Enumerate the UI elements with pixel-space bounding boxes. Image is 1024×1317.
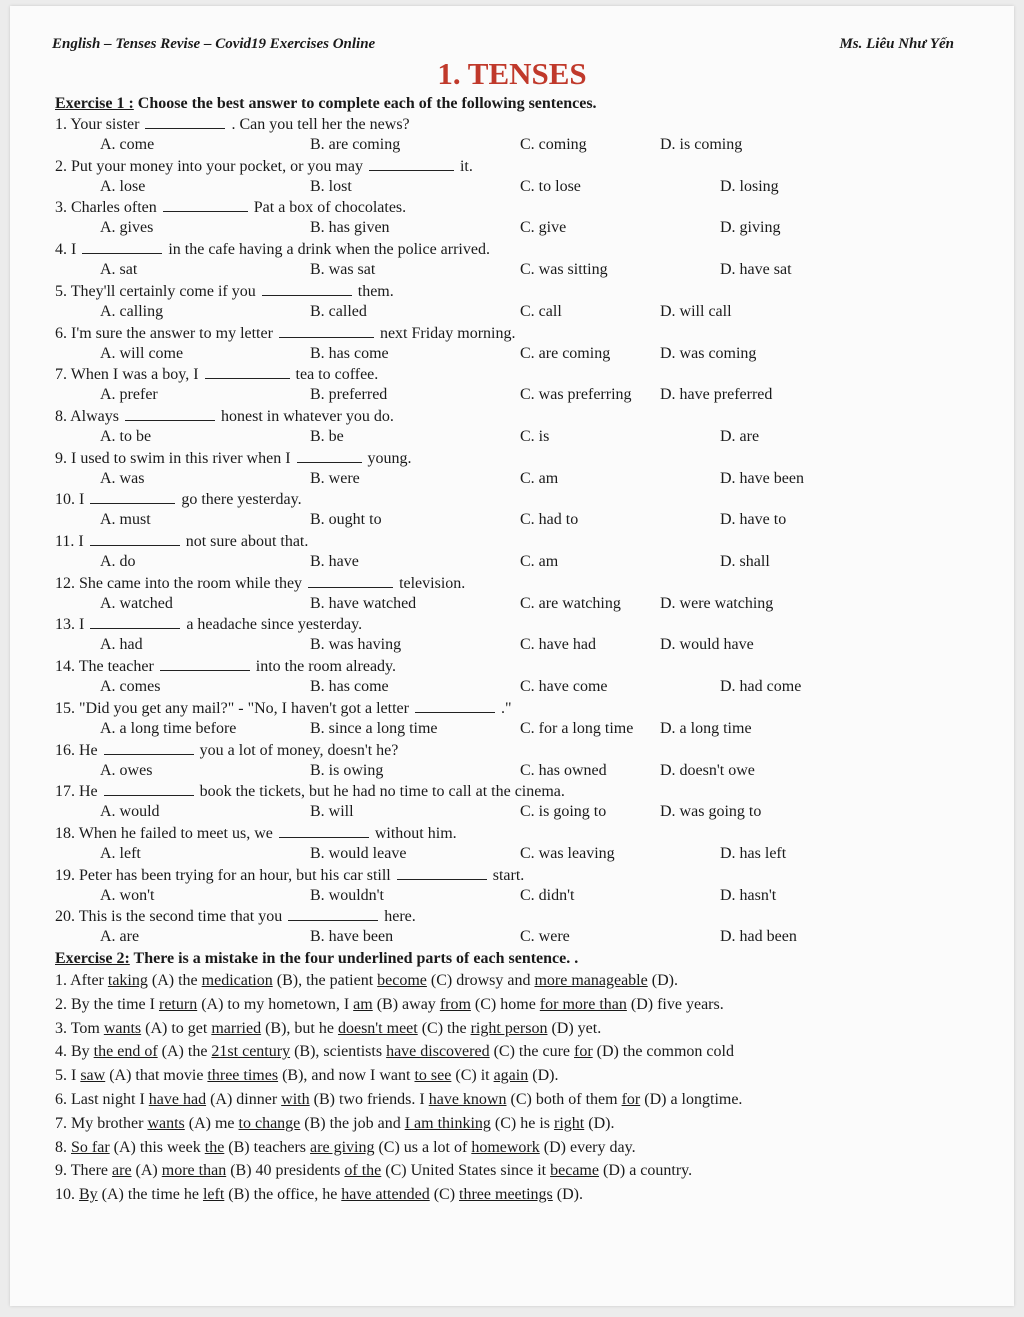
answer-blank[interactable] xyxy=(288,908,378,921)
answer-option-c[interactable]: C. call xyxy=(520,303,562,320)
sentence-text: (C) he is xyxy=(490,1115,555,1132)
underlined-part[interactable]: are giving xyxy=(310,1139,375,1156)
question-line xyxy=(55,241,490,259)
sentence-text: (C) the cure xyxy=(489,1043,574,1060)
answer-option-a[interactable]: A. won't xyxy=(100,887,155,904)
sentence-text: (B) 40 presidents xyxy=(226,1162,345,1179)
mistake-sentence xyxy=(55,1186,583,1204)
underlined-part[interactable]: homework xyxy=(471,1139,540,1156)
question-line xyxy=(55,616,362,634)
answer-blank[interactable] xyxy=(297,450,362,463)
question-text: 10. I xyxy=(55,491,85,508)
answer-option-c[interactable]: C. are coming xyxy=(520,345,611,362)
question-line xyxy=(55,825,457,843)
sentence-text: (A) the xyxy=(147,972,202,989)
answer-option-a[interactable]: A. to be xyxy=(100,428,152,445)
answer-option-b[interactable]: B. would leave xyxy=(310,845,407,862)
answer-option-c[interactable]: C. is going to xyxy=(520,803,607,820)
answer-option-b[interactable]: B. since a long time xyxy=(310,720,438,737)
sentence-text: 3. Tom xyxy=(55,1020,104,1037)
sentence-text: (A) to my hometown, I xyxy=(197,996,354,1013)
mistake-sentence xyxy=(55,1043,734,1061)
answer-option-d[interactable]: D. has left xyxy=(720,845,787,862)
sentence-text: (A) dinner xyxy=(206,1091,282,1108)
question-text: 2. Put your money into your pocket, or you may xyxy=(55,158,363,175)
underlined-part[interactable]: taking xyxy=(107,972,148,989)
sentence-text: (B) teachers xyxy=(224,1139,311,1156)
answer-option-a[interactable]: A. prefer xyxy=(100,386,158,403)
sentence-text: 1. After xyxy=(55,972,108,989)
answer-option-b[interactable]: B. was sat xyxy=(310,261,376,278)
sentence-text: (A) this week xyxy=(109,1139,205,1156)
sentence-text: (C) United States since it xyxy=(381,1162,551,1179)
answer-option-a[interactable]: A. was xyxy=(100,470,145,487)
question-text-end: into the room already. xyxy=(255,658,397,675)
answer-option-b[interactable]: B. are coming xyxy=(310,136,401,153)
answer-option-a[interactable]: A. watched xyxy=(100,595,173,612)
answer-option-a[interactable]: A. owes xyxy=(100,762,153,779)
answer-option-a[interactable]: A. must xyxy=(100,511,151,528)
answer-option-a[interactable]: A. comes xyxy=(100,678,161,695)
question-text-end: next Friday morning. xyxy=(379,325,516,342)
answer-blank[interactable] xyxy=(90,616,180,629)
underlined-part[interactable]: become xyxy=(377,972,427,989)
underlined-part[interactable]: By xyxy=(79,1186,98,1203)
underlined-part[interactable]: right person xyxy=(470,1020,548,1037)
sentence-text: (D) a country. xyxy=(598,1162,693,1179)
answer-option-b[interactable]: B. be xyxy=(310,428,344,445)
sentence-text: 10. xyxy=(55,1186,79,1203)
answer-option-b[interactable]: B. were xyxy=(310,470,360,487)
question-line xyxy=(55,908,416,926)
mistake-sentence xyxy=(55,1020,601,1038)
answer-option-a[interactable]: A. left xyxy=(100,845,141,862)
question-line xyxy=(55,408,394,426)
answer-option-b[interactable]: B. has come xyxy=(310,678,389,695)
answer-option-d[interactable]: D. have sat xyxy=(720,261,792,278)
underlined-part[interactable]: from xyxy=(439,996,471,1013)
underlined-part[interactable]: for xyxy=(621,1091,641,1108)
answer-option-c[interactable]: C. has owned xyxy=(520,762,607,779)
mistake-sentence xyxy=(55,1162,692,1180)
question-text: 18. When he failed to meet us, we xyxy=(55,825,273,842)
sentence-text: (A) xyxy=(131,1162,162,1179)
underlined-part[interactable]: became xyxy=(550,1162,599,1179)
sentence-text: (C) home xyxy=(470,996,540,1013)
exercise1-heading xyxy=(55,95,597,113)
sentence-text: (B), the patient xyxy=(272,972,378,989)
answer-option-a[interactable]: A. sat xyxy=(100,261,138,278)
sentence-text: (D) a longtime. xyxy=(640,1091,743,1108)
underlined-part[interactable]: have known xyxy=(428,1091,507,1108)
answer-option-b[interactable]: B. has come xyxy=(310,345,389,362)
answer-blank[interactable] xyxy=(163,199,248,212)
answer-blank[interactable] xyxy=(279,325,374,338)
answer-blank[interactable] xyxy=(90,533,180,546)
sentence-text: (B) away xyxy=(372,996,440,1013)
question-line xyxy=(55,116,410,134)
sentence-text: (A) that movie xyxy=(105,1067,208,1084)
answer-blank[interactable] xyxy=(279,825,369,838)
underlined-part[interactable]: to see xyxy=(414,1067,452,1084)
answer-option-b[interactable]: B. wouldn't xyxy=(310,887,384,904)
answer-blank[interactable] xyxy=(397,867,487,880)
question-text-end: young. xyxy=(367,450,412,467)
underlined-part[interactable]: doesn't meet xyxy=(337,1020,418,1037)
answer-option-d[interactable]: D. were watching xyxy=(660,595,774,612)
question-text: 3. Charles often xyxy=(55,199,157,216)
question-line xyxy=(55,867,524,885)
underlined-part[interactable]: have discovered xyxy=(386,1043,490,1060)
underlined-part[interactable]: to change xyxy=(238,1115,301,1132)
question-text: 20. This is the second time that you xyxy=(55,908,283,925)
answer-option-d[interactable]: D. shall xyxy=(720,553,770,570)
underlined-part[interactable]: have had xyxy=(148,1091,207,1108)
sentence-text: 7. My brother xyxy=(55,1115,148,1132)
answer-blank[interactable] xyxy=(415,700,495,713)
answer-option-b[interactable]: B. will xyxy=(310,803,354,820)
question-line xyxy=(55,533,308,551)
sentence-text: (D) yet. xyxy=(547,1020,602,1037)
answer-option-b[interactable]: B. has given xyxy=(310,219,390,236)
answer-option-c[interactable]: C. are watching xyxy=(520,595,621,612)
exercise2-heading xyxy=(55,950,578,968)
exercise1-instruction: Choose the best answer to complete each of the following sentences. xyxy=(137,95,597,112)
answer-option-a[interactable]: A. had xyxy=(100,636,143,653)
mistake-sentence xyxy=(55,1115,614,1133)
sentence-text: (D) five years. xyxy=(626,996,724,1013)
question-text-end: Pat a box of chocolates. xyxy=(253,199,407,216)
answer-option-d[interactable]: D. would have xyxy=(660,636,754,653)
mistake-sentence xyxy=(55,972,678,990)
sentence-text: (B) the office, he xyxy=(224,1186,342,1203)
question-line xyxy=(55,491,302,509)
answer-option-a[interactable]: A. calling xyxy=(100,303,164,320)
answer-option-d[interactable]: D. are xyxy=(720,428,760,445)
sentence-text: (B) two friends. I xyxy=(309,1091,429,1108)
answer-option-b[interactable]: B. called xyxy=(310,303,367,320)
sentence-text: (B), scientists xyxy=(290,1043,387,1060)
sentence-text: (A) me xyxy=(184,1115,239,1132)
header-course-title: English – Tenses Revise – Covid19 Exercises Online xyxy=(52,36,376,52)
answer-option-c[interactable]: C. didn't xyxy=(520,887,575,904)
sentence-text: (C) drowsy and xyxy=(426,972,535,989)
answer-option-b[interactable]: B. was having xyxy=(310,636,402,653)
question-text-end: ." xyxy=(500,700,512,717)
answer-option-a[interactable]: A. do xyxy=(100,553,136,570)
sentence-text: (C) the xyxy=(417,1020,471,1037)
underlined-part[interactable]: the end of xyxy=(93,1043,158,1060)
underlined-part[interactable]: more manageable xyxy=(534,972,648,989)
sentence-text: (C) both of them xyxy=(506,1091,622,1108)
sentence-text: (B), and now I want xyxy=(278,1067,415,1084)
answer-option-d[interactable]: D. hasn't xyxy=(720,887,777,904)
answer-option-b[interactable]: B. have been xyxy=(310,928,394,945)
answer-option-c[interactable]: C. had to xyxy=(520,511,579,528)
question-text-end: . Can you tell her the news? xyxy=(231,116,410,133)
question-line xyxy=(55,742,398,760)
underlined-part[interactable]: again xyxy=(493,1067,529,1084)
underlined-part[interactable]: right xyxy=(554,1115,585,1132)
sentence-text: 9. There xyxy=(55,1162,113,1179)
answer-option-d[interactable]: D. was going to xyxy=(660,803,762,820)
answer-option-c[interactable]: C. am xyxy=(520,553,559,570)
answer-option-a[interactable]: A. lose xyxy=(100,178,146,195)
underlined-part[interactable]: So far xyxy=(71,1139,110,1156)
exercise2-label: Exercise 2: xyxy=(55,950,130,967)
question-text-end: tea to coffee. xyxy=(295,366,379,383)
answer-option-c[interactable]: C. was leaving xyxy=(520,845,615,862)
answer-option-c[interactable]: C. was preferring xyxy=(520,386,632,403)
answer-option-d[interactable]: D. have preferred xyxy=(660,386,773,403)
underlined-part[interactable]: for xyxy=(574,1043,593,1060)
question-line xyxy=(55,783,565,801)
underlined-part[interactable]: left xyxy=(202,1186,225,1203)
exercise1-label: Exercise 1 : xyxy=(55,95,134,112)
sentence-text: (C) us a lot of xyxy=(374,1139,472,1156)
question-text-end: a headache since yesterday. xyxy=(186,616,363,633)
underlined-part[interactable]: I am thinking xyxy=(404,1115,491,1132)
answer-blank[interactable] xyxy=(104,742,194,755)
sentence-text: (C) xyxy=(429,1186,460,1203)
question-line xyxy=(55,199,406,217)
answer-option-c[interactable]: C. am xyxy=(520,470,559,487)
answer-option-d[interactable]: D. losing xyxy=(720,178,779,195)
answer-option-c[interactable]: C. is xyxy=(520,428,550,445)
sentence-text: (B) the job and xyxy=(300,1115,405,1132)
question-text-end: in the cafe having a drink when the police arrived. xyxy=(168,241,490,258)
answer-blank[interactable] xyxy=(205,366,290,379)
answer-blank[interactable] xyxy=(104,783,194,796)
question-text-end: you a lot of money, doesn't he? xyxy=(199,742,399,759)
sentence-text: (B), but he xyxy=(261,1020,338,1037)
mistake-sentence xyxy=(55,996,724,1014)
answer-blank[interactable] xyxy=(90,491,175,504)
answer-option-c[interactable]: C. have had xyxy=(520,636,596,653)
answer-blank[interactable] xyxy=(262,283,352,296)
question-text-end: television. xyxy=(399,575,466,592)
underlined-part[interactable]: 21st century xyxy=(211,1043,291,1060)
answer-option-c[interactable]: C. coming xyxy=(520,136,587,153)
answer-blank[interactable] xyxy=(125,408,215,421)
answer-option-d[interactable]: D. had been xyxy=(720,928,797,945)
sentence-text: (D). xyxy=(647,972,678,989)
underlined-part[interactable]: of the xyxy=(344,1162,382,1179)
underlined-part[interactable]: with xyxy=(281,1091,310,1108)
question-line xyxy=(55,366,378,384)
sentence-text: 2. By the time I xyxy=(55,996,159,1013)
question-text-end: book the tickets, but he had no time to call at the cinema. xyxy=(199,783,565,800)
question-line xyxy=(55,158,473,176)
answer-option-d[interactable]: D. have been xyxy=(720,470,804,487)
underlined-part[interactable]: the xyxy=(204,1139,225,1156)
answer-option-c[interactable]: C. for a long time xyxy=(520,720,634,737)
exercise2-instruction: There is a mistake in the four underlined parts of each sentence. . xyxy=(133,950,579,967)
answer-option-c[interactable]: C. to lose xyxy=(520,178,581,195)
sentence-text: (D). xyxy=(584,1115,615,1132)
answer-option-c[interactable]: C. have come xyxy=(520,678,608,695)
answer-option-d[interactable]: D. have to xyxy=(720,511,787,528)
question-text-end: here. xyxy=(384,908,416,925)
answer-option-b[interactable]: B. have xyxy=(310,553,359,570)
answer-option-d[interactable]: D. was coming xyxy=(660,345,757,362)
answer-option-d[interactable]: D. doesn't owe xyxy=(660,762,755,779)
underlined-part[interactable]: are xyxy=(112,1162,132,1179)
question-text-end: them. xyxy=(357,283,394,300)
underlined-part[interactable]: wants xyxy=(103,1020,142,1037)
underlined-part[interactable]: am xyxy=(353,996,373,1013)
question-text: 6. I'm sure the answer to my letter xyxy=(55,325,273,342)
sentence-text: 4. By xyxy=(55,1043,94,1060)
question-text: 14. The teacher xyxy=(55,658,154,675)
sentence-text: (A) the xyxy=(157,1043,212,1060)
underlined-part[interactable]: have attended xyxy=(341,1186,430,1203)
answer-option-d[interactable]: D. will call xyxy=(660,303,732,320)
question-text: 7. When I was a boy, I xyxy=(55,366,199,383)
question-text-end: without him. xyxy=(374,825,457,842)
question-line xyxy=(55,283,394,301)
sentence-text: 6. Last night I xyxy=(55,1091,149,1108)
sentence-text: (D). xyxy=(528,1067,559,1084)
underlined-part[interactable]: three times xyxy=(207,1067,279,1084)
answer-option-c[interactable]: C. give xyxy=(520,219,567,236)
question-text: 16. He xyxy=(55,742,98,759)
mistake-sentence xyxy=(55,1091,742,1109)
question-text-end: start. xyxy=(492,867,525,884)
sentence-text: (D) the common cold xyxy=(592,1043,734,1060)
answer-blank[interactable] xyxy=(160,658,250,671)
answer-option-d[interactable]: D. giving xyxy=(720,219,781,236)
question-text: 9. I used to swim in this river when I xyxy=(55,450,291,467)
underlined-part[interactable]: wants xyxy=(147,1115,185,1132)
answer-option-b[interactable]: B. preferred xyxy=(310,386,388,403)
answer-option-d[interactable]: D. had come xyxy=(720,678,802,695)
question-text: 12. She came into the room while they xyxy=(55,575,303,592)
underlined-part[interactable]: more than xyxy=(161,1162,227,1179)
question-text: 8. Always xyxy=(55,408,119,425)
answer-option-b[interactable]: B. is owing xyxy=(310,762,384,779)
answer-option-b[interactable]: B. ought to xyxy=(310,511,382,528)
page-title: 1. TENSES xyxy=(437,56,587,91)
answer-blank[interactable] xyxy=(369,158,454,171)
question-text: 17. He xyxy=(55,783,98,800)
question-text: 15. "Did you get any mail?" - "No, I haven't got a letter xyxy=(55,700,409,717)
question-text: 13. I xyxy=(55,616,85,633)
question-text: 11. I xyxy=(55,533,84,550)
answer-blank[interactable] xyxy=(145,116,225,129)
sentence-text: 8. xyxy=(55,1139,71,1156)
question-text: 5. They'll certainly come if you xyxy=(55,283,256,300)
answer-option-a[interactable]: A. gives xyxy=(100,219,154,236)
sentence-text: (A) the time he xyxy=(97,1186,203,1203)
sentence-text: (C) it xyxy=(451,1067,494,1084)
answer-option-a[interactable]: A. will come xyxy=(100,345,184,362)
underlined-part[interactable]: medication xyxy=(201,972,273,989)
answer-option-d[interactable]: D. a long time xyxy=(660,720,752,737)
sentence-text: (D). xyxy=(552,1186,583,1203)
question-text: 4. I xyxy=(55,241,77,258)
question-line xyxy=(55,700,511,718)
underlined-part[interactable]: three meetings xyxy=(459,1186,553,1203)
sentence-text: (D) every day. xyxy=(539,1139,636,1156)
underlined-part[interactable]: return xyxy=(158,996,198,1013)
question-text-end: honest in whatever you do. xyxy=(221,408,394,425)
sentence-text: (A) to get xyxy=(141,1020,212,1037)
mistake-sentence xyxy=(55,1139,636,1157)
answer-option-b[interactable]: B. lost xyxy=(310,178,352,195)
answer-option-d[interactable]: D. is coming xyxy=(660,136,743,153)
answer-blank[interactable] xyxy=(308,575,393,588)
question-line xyxy=(55,658,396,676)
question-line xyxy=(55,575,465,593)
answer-option-a[interactable]: A. would xyxy=(100,803,160,820)
answer-option-b[interactable]: B. have watched xyxy=(310,595,417,612)
answer-option-c[interactable]: C. were xyxy=(520,928,570,945)
question-text-end: not sure about that. xyxy=(185,533,309,550)
mistake-sentence xyxy=(55,1067,558,1085)
sentence-text: 5. I xyxy=(55,1067,81,1084)
question-text: 1. Your sister xyxy=(55,116,140,133)
underlined-part[interactable]: married xyxy=(211,1020,262,1037)
underlined-part[interactable]: for more than xyxy=(539,996,627,1013)
question-text-end: it. xyxy=(459,158,473,175)
header-teacher-name: Ms. Liêu Như Yến xyxy=(839,36,954,52)
question-line xyxy=(55,450,412,468)
underlined-part[interactable]: saw xyxy=(80,1067,106,1084)
answer-option-a[interactable]: A. are xyxy=(100,928,140,945)
question-text-end: go there yesterday. xyxy=(181,491,302,508)
question-text: 19. Peter has been trying for an hour, but his car still xyxy=(55,867,391,884)
answer-blank[interactable] xyxy=(82,241,162,254)
answer-option-a[interactable]: A. a long time before xyxy=(100,720,237,737)
answer-option-a[interactable]: A. come xyxy=(100,136,155,153)
answer-option-c[interactable]: C. was sitting xyxy=(520,261,608,278)
question-line xyxy=(55,325,515,343)
